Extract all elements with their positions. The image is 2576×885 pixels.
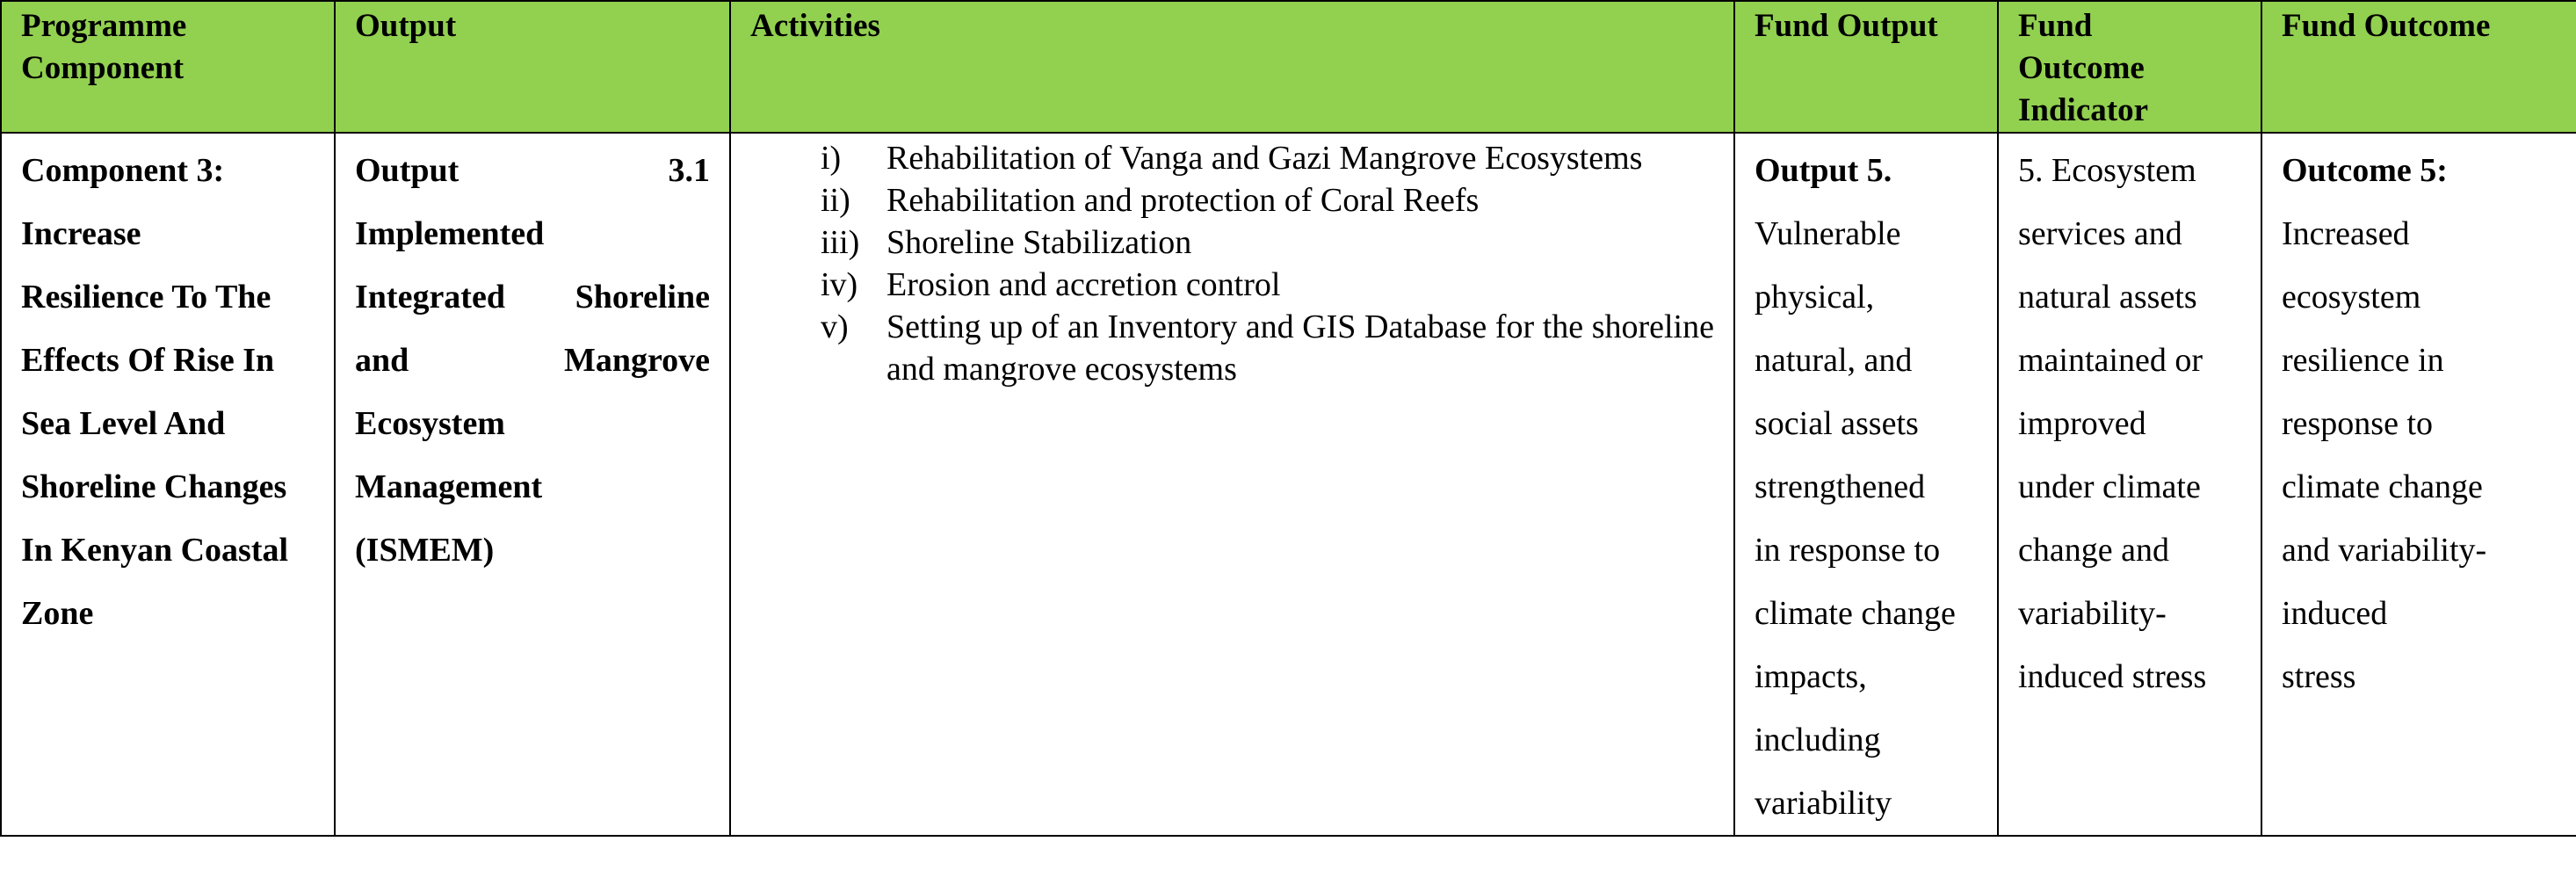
fund-outcome-title: Outcome 5: [2282, 152, 2448, 189]
fund-output-line: including [1755, 722, 1881, 758]
fund-output-line: variability [1755, 785, 1892, 822]
fund-outcome-line: induced [2282, 595, 2388, 632]
fund-outcome-line: resilience in [2282, 342, 2444, 379]
fund-outcome-line: Increased [2282, 215, 2410, 252]
fund-outcome-line: climate change [2282, 468, 2483, 505]
programme-component-line: Zone [21, 595, 94, 632]
output-word: Ecosystem [355, 405, 505, 442]
header-fund-outcome: Fund Outcome [2261, 1, 2576, 133]
fund-output-title: Output 5. [1755, 152, 1892, 189]
fund-outcome-line: ecosystem [2282, 279, 2421, 316]
output-word: Integrated [355, 279, 505, 316]
fund-outcome-indicator-line: natural assets [2018, 279, 2197, 316]
cell-fund-outcome [2261, 133, 2576, 836]
activity-item [821, 179, 1714, 221]
output-word: Management [355, 468, 543, 505]
cell-programme-component [1, 133, 335, 836]
cell-fund-outcome-indicator [1998, 133, 2261, 836]
output-line [355, 329, 710, 392]
header-fund-output: Fund Output [1734, 1, 1998, 133]
cell-fund-output [1734, 133, 1998, 836]
fund-outcome-line: and variability- [2282, 532, 2487, 569]
activity-text: Shoreline Stabilization [886, 224, 1192, 261]
programme-component-line: In Kenyan Coastal [21, 532, 289, 569]
output-line [355, 455, 710, 519]
fund-outcome-indicator-line: variability- [2018, 595, 2167, 632]
fund-output-text [1755, 202, 1978, 835]
activity-item [821, 264, 1714, 306]
output-line [355, 139, 710, 202]
fund-outcome-indicator-line: improved [2018, 405, 2146, 442]
activity-number: v) [821, 308, 849, 345]
fund-output-line: Vulnerable [1755, 215, 1901, 252]
fund-output-line: in response to [1755, 532, 1941, 569]
output-word: and [355, 342, 409, 379]
output-text [355, 139, 710, 582]
fund-outcome-indicator-line: induced stress [2018, 658, 2207, 695]
programme-component-line: Shoreline Changes [21, 468, 287, 505]
activity-text: Erosion and accretion control [886, 266, 1281, 303]
cell-activities [730, 133, 1734, 836]
cell-output [335, 133, 730, 836]
header-output: Output [335, 1, 730, 133]
table-row [1, 133, 2576, 836]
activities-list [750, 137, 1714, 390]
output-line [355, 392, 710, 455]
output-line [355, 265, 710, 329]
fund-outcome-line: stress [2282, 658, 2356, 695]
output-word: Mangrove [563, 342, 710, 379]
fund-outcome-indicator-line: under climate [2018, 468, 2201, 505]
activity-number: i) [821, 140, 842, 177]
activity-item [821, 137, 1714, 179]
fund-output-line: physical, [1755, 279, 1875, 316]
output-word: Output [355, 152, 459, 189]
programme-component-line: Effects Of Rise In [21, 342, 275, 379]
output-word: 3.1 [668, 152, 710, 189]
programme-component-line: Increase [21, 215, 141, 252]
output-word: Shoreline [575, 279, 710, 316]
activity-number: iii) [821, 224, 860, 261]
header-row [1, 1, 2576, 133]
programme-component-line: Component 3: [21, 152, 225, 189]
output-line [355, 519, 710, 582]
fund-output-line: impacts, [1755, 658, 1867, 695]
header-fund-outcome-indicator: Fund Outcome Indicator [1998, 1, 2261, 133]
programme-component-line: Sea Level And [21, 405, 226, 442]
activity-item [821, 221, 1714, 264]
activity-number: iv) [821, 266, 858, 303]
fund-outcome-indicator-line: 5. Ecosystem [2018, 152, 2196, 189]
fund-outcome-text [2282, 202, 2557, 708]
fund-output-line: strengthened [1755, 468, 1926, 505]
fund-outcome-indicator-line: maintained or [2018, 342, 2203, 379]
output-line [355, 202, 710, 265]
activity-text: Setting up of an Inventory and GIS Database for the shoreline and mangrove ecosystems [886, 308, 1714, 388]
header-programme-component: Programme Component [1, 1, 335, 133]
activity-item [821, 306, 1714, 390]
fund-output-line: natural, and [1755, 342, 1913, 379]
activity-text: Rehabilitation of Vanga and Gazi Mangrove Ecosystems [886, 140, 1643, 177]
activity-number: ii) [821, 182, 850, 219]
output-word: (ISMEM) [355, 532, 495, 569]
fund-outcome-indicator-line: change and [2018, 532, 2169, 569]
activity-text: Rehabilitation and protection of Coral Reefs [886, 182, 1480, 219]
fund-outcome-indicator-line: services and [2018, 215, 2182, 252]
header-activities: Activities [730, 1, 1734, 133]
output-word: Implemented [355, 215, 545, 252]
programme-component-text [21, 139, 315, 645]
fund-outcome-indicator-text [2018, 139, 2241, 708]
fund-output-line: social assets [1755, 405, 1919, 442]
fund-outcome-line: response to [2282, 405, 2434, 442]
fund-output-line: climate change [1755, 595, 1956, 632]
programme-component-line: Resilience To The [21, 279, 271, 316]
